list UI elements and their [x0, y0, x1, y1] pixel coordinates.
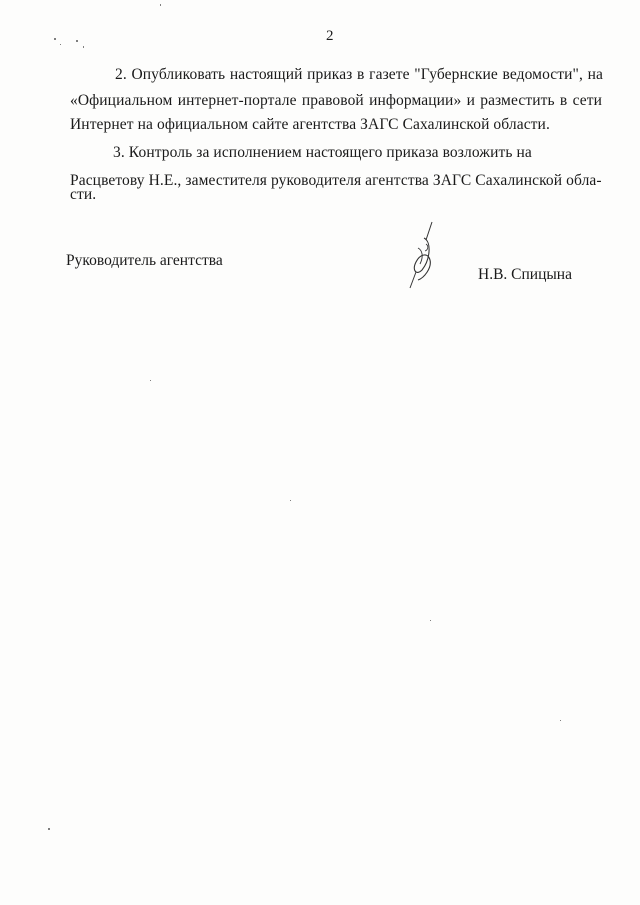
scan-speck — [76, 40, 78, 42]
scan-speck — [560, 720, 561, 721]
scan-speck — [150, 380, 151, 381]
item2-line-1: 2. Опубликовать настоящий приказ в газете "Губернские ведомости", на — [115, 66, 603, 83]
scan-speck — [48, 828, 50, 830]
item3-line-3: сти. — [70, 186, 97, 203]
signatory-position: Руководитель агентства — [66, 252, 223, 269]
signatory-name: Н.В. Спицына — [478, 266, 572, 283]
item2-line-3: Интернет на официальном сайте агентства ЗАГС Сахалинской области. — [70, 116, 550, 133]
scan-speck — [160, 4, 161, 6]
scan-speck — [60, 44, 61, 45]
scan-speck — [430, 620, 431, 621]
page-number: 2 — [326, 28, 334, 44]
scan-speck — [83, 46, 84, 48]
scan-speck — [290, 500, 291, 501]
handwritten-signature — [402, 220, 442, 292]
item3-line-1: 3. Контроль за исполнением настоящего приказа возложить на — [113, 144, 532, 161]
item2-line-2: «Официальном интернет-портале правовой информации» и разместить в сети — [70, 92, 602, 109]
scan-speck — [54, 38, 56, 40]
item3-line-2: Расцветову Н.Е., заместителя руководителя агентства ЗАГС Сахалинской обла- — [70, 172, 602, 189]
